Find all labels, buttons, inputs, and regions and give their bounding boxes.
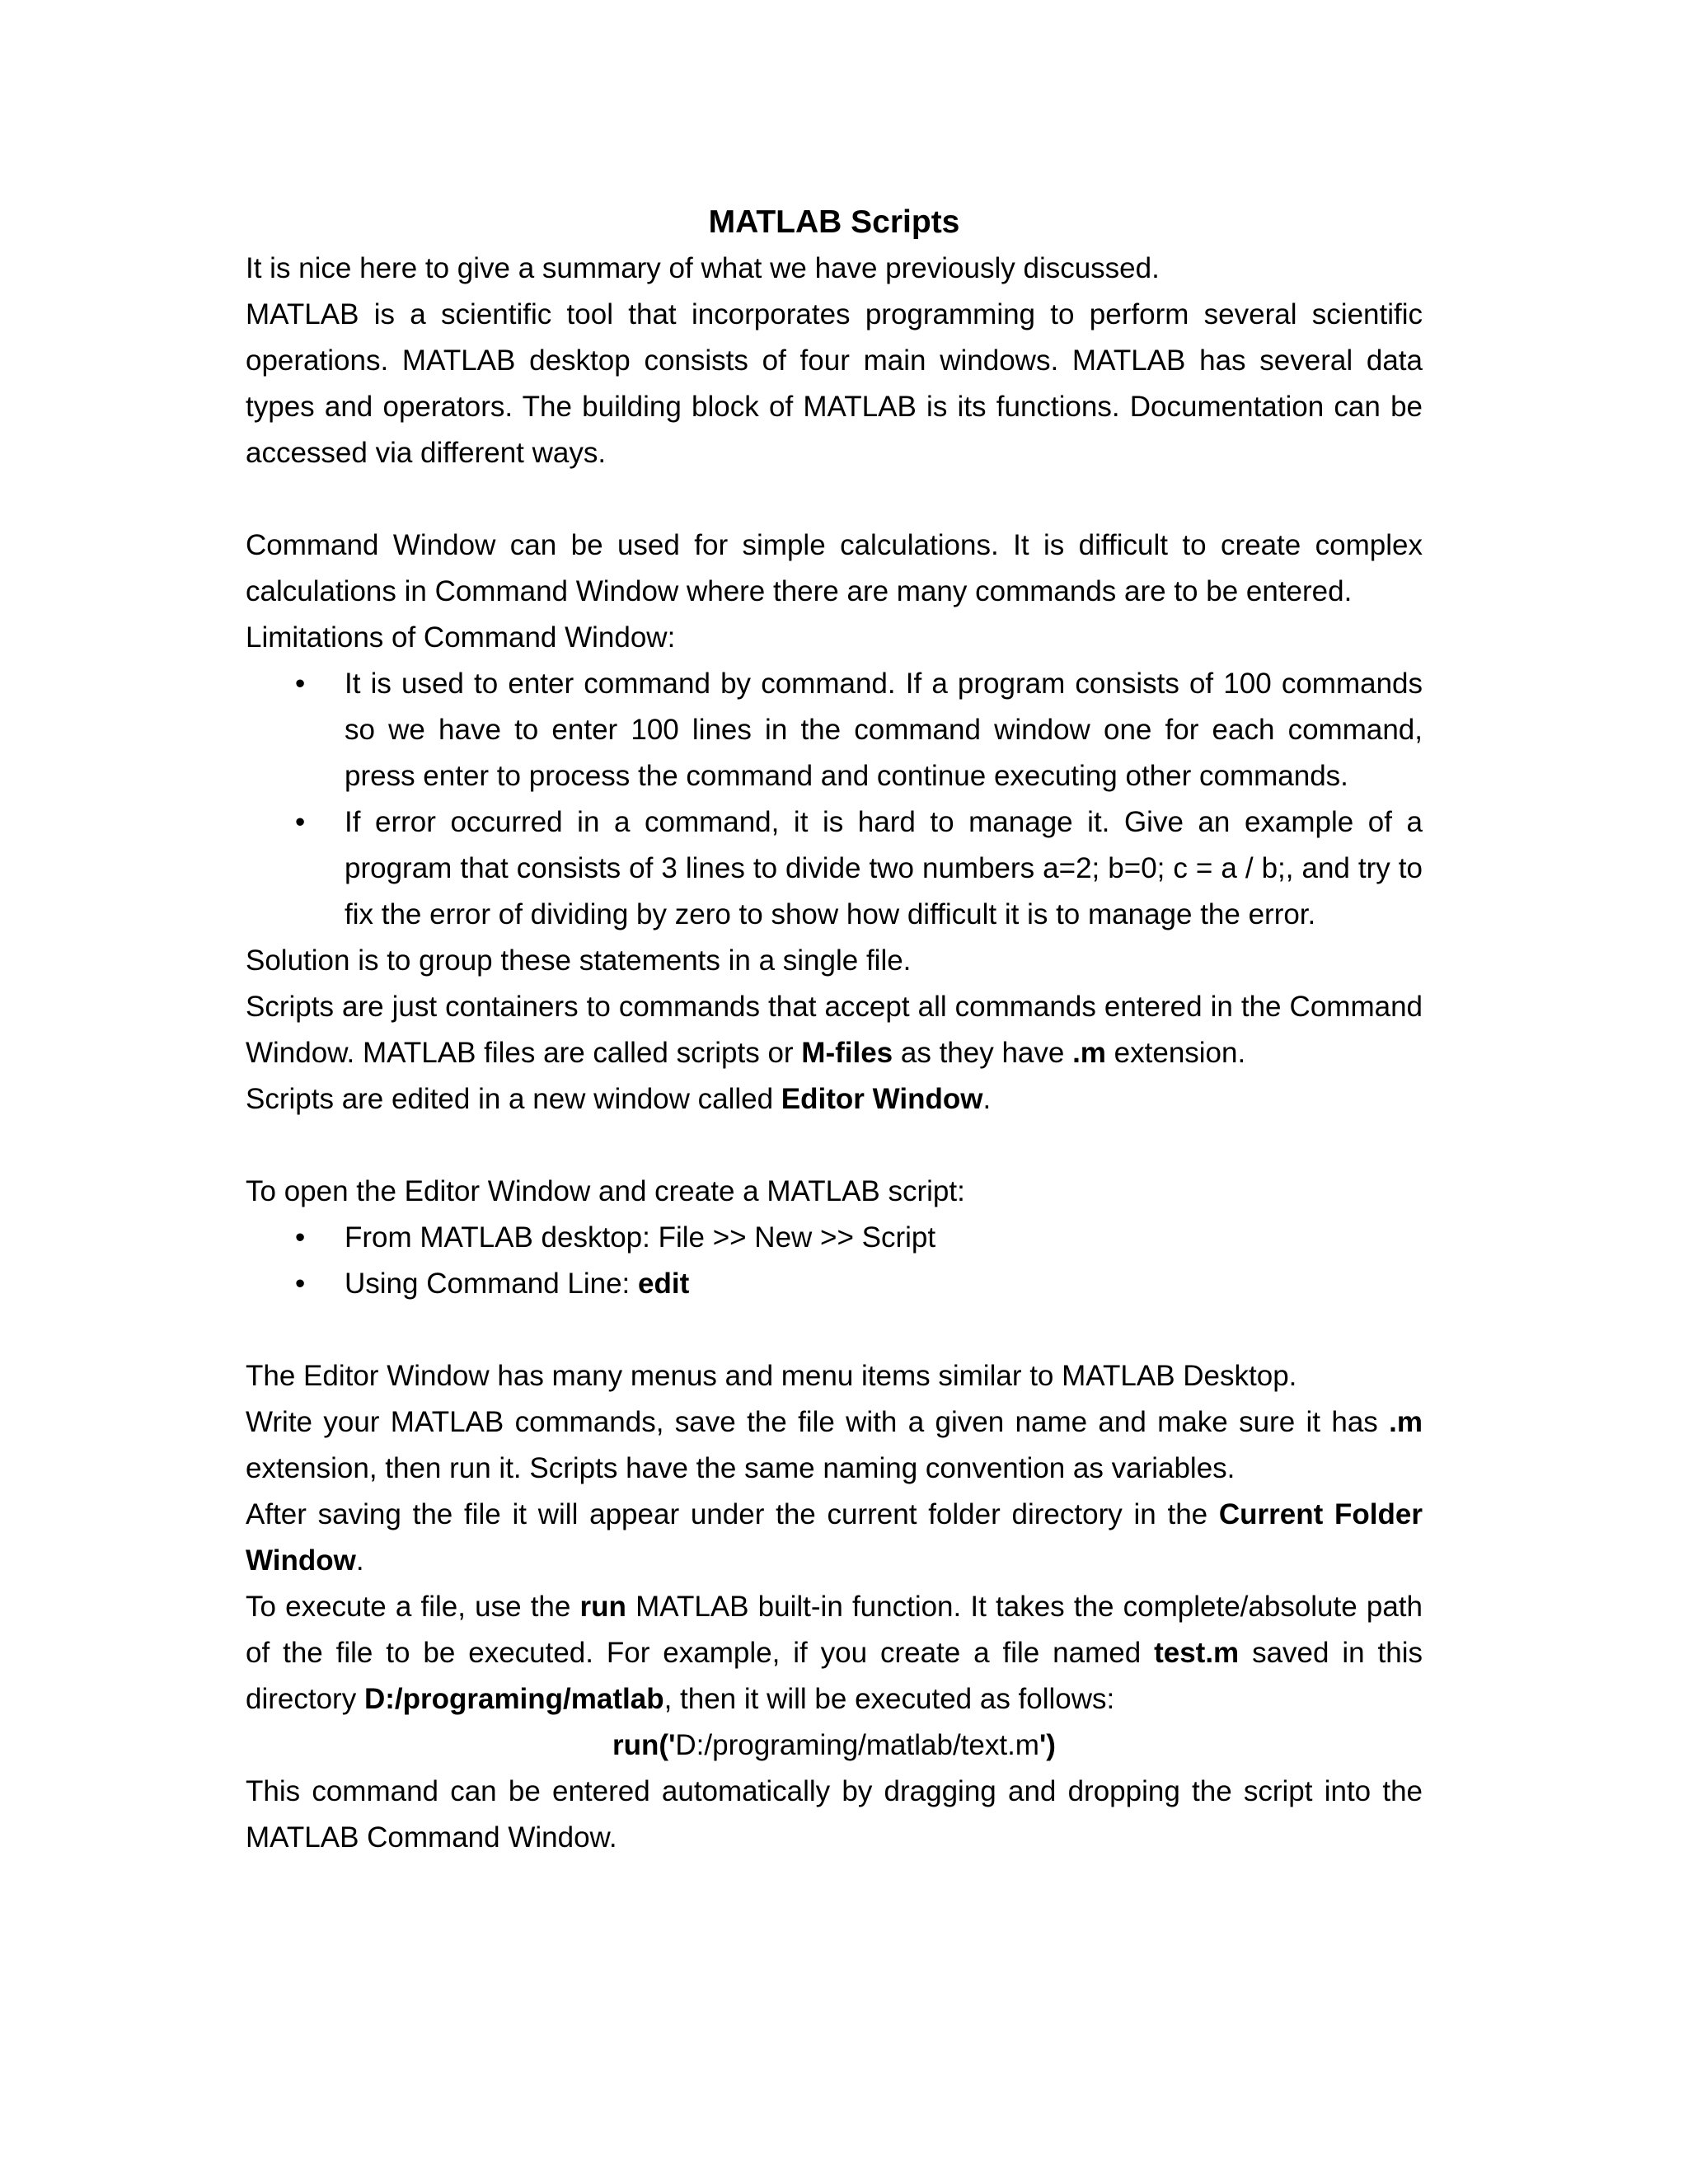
intro-line: It is nice here to give a summary of what we have previously discussed. <box>246 252 1160 284</box>
limitations-heading: Limitations of Command Window: <box>246 621 676 654</box>
editor-open-list <box>246 1215 1423 1307</box>
bullet-icon: • <box>295 668 306 700</box>
limitation-text: If error occurred in a command, it is hard to manage it. Give an example of a program that consists of 3 lines to divide two numbers a=2; b=0; c = a / b;, and try to fix the error of dividing by zero to show how difficult it is to manage the error. <box>345 806 1423 930</box>
execute-paragraph: To execute a file, use the run MATLAB built-in function. It takes the complete/absolute path of the file to be executed. For example, if you create a file named test.m saved in this directory D:/programing/matlab, then it will be executed as follows: <box>246 1591 1423 1715</box>
edit-command-term: edit <box>638 1268 690 1300</box>
run-function-term: run <box>579 1591 626 1623</box>
command-window-paragraph: Command Window can be used for simple calculations. It is difficult to create complex calculations in Command Window where there are many commands are to be entered. <box>246 529 1423 607</box>
limitation-text: It is used to enter command by command. If a program consists of 100 commands so we have to enter 100 lines in the command window one for each command, press enter to process the command and continue executing other commands. <box>345 668 1423 792</box>
scripts-paragraph: Scripts are just containers to commands that accept all commands entered in the Command Window. MATLAB files are called scripts or M-files as they have .m extension. <box>246 991 1423 1069</box>
m-extension-term: .m <box>1072 1037 1106 1069</box>
editor-window-line: Scripts are edited in a new window called Editor Window. <box>246 1083 992 1115</box>
paragraph-gap <box>246 476 1423 523</box>
editor-open-text: From MATLAB desktop: File >> New >> Script <box>345 1221 936 1254</box>
paragraph-gap <box>246 1307 1423 1353</box>
m-files-term: M-files <box>801 1037 893 1069</box>
test-file-term: test.m <box>1154 1637 1240 1669</box>
bullet-icon: • <box>295 1268 306 1300</box>
run-command-example: run('D:/programing/matlab/text.m') <box>612 1729 1056 1761</box>
drag-drop-paragraph: This command can be entered automatically by dragging and dropping the script into the MATLAB Command Window. <box>246 1775 1423 1854</box>
saving-paragraph: After saving the file it will appear under the current folder directory in the Current Folder Window. <box>246 1498 1423 1577</box>
editor-open-item <box>295 1215 1423 1261</box>
limitation-item <box>295 661 1423 799</box>
paragraph-gap <box>246 1122 1423 1169</box>
editor-open-text: Using Command Line: <box>345 1268 638 1300</box>
editor-window-term: Editor Window <box>781 1083 983 1115</box>
write-commands-paragraph: Write your MATLAB commands, save the file with a given name and make sure it has .m extension, then run it. Scripts have the same naming convention as variables. <box>246 1406 1423 1484</box>
current-folder-window-term: Current Folder Window <box>246 1498 1423 1577</box>
m-extension-term: .m <box>1389 1406 1423 1438</box>
solution-line: Solution is to group these statements in a single file. <box>246 944 912 977</box>
document-title: MATLAB Scripts <box>708 204 960 240</box>
limitations-list <box>246 661 1423 938</box>
bullet-icon: • <box>295 1221 306 1254</box>
bullet-icon: • <box>295 806 306 838</box>
editor-open-heading: To open the Editor Window and create a MATLAB script: <box>246 1175 965 1207</box>
editor-menus-line: The Editor Window has many menus and menu items similar to MATLAB Desktop. <box>246 1360 1297 1392</box>
editor-open-item <box>295 1261 1423 1307</box>
document-page <box>246 199 1423 1861</box>
limitation-item <box>295 799 1423 938</box>
intro-paragraph: MATLAB is a scientific tool that incorporates programming to perform several scientific operations. MATLAB desktop consists of four main windows. MATLAB has several data types and operators. The building block of MATLAB is its functions. Documentation can be accessed via different ways. <box>246 298 1423 469</box>
directory-term: D:/programing/matlab <box>363 1683 664 1715</box>
